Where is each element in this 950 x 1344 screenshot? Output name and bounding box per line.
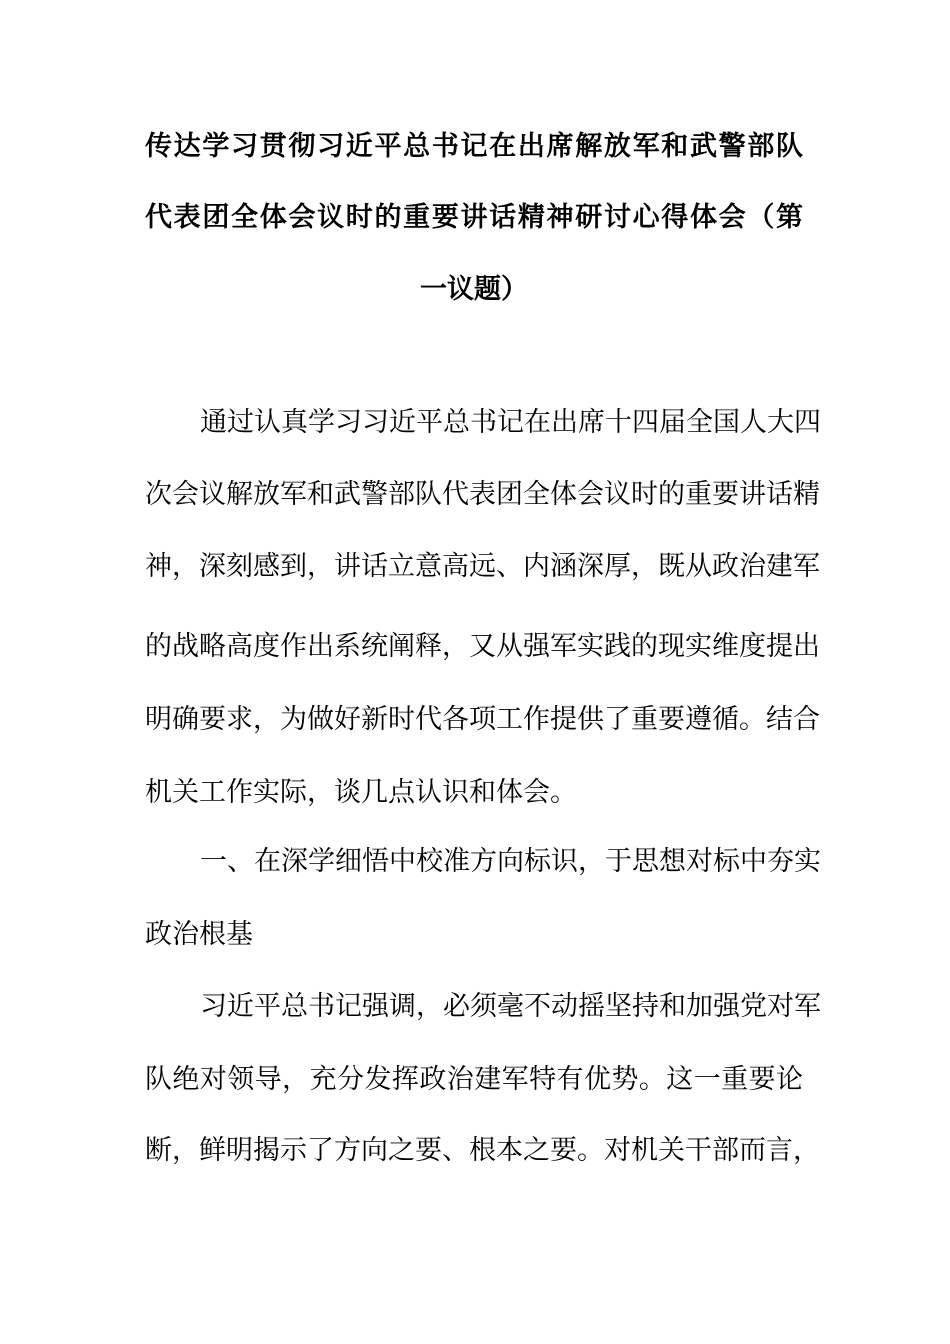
title-line: 代表团全体会议时的重要讲话精神研讨心得体会（第 [145, 202, 803, 233]
text-line: 机关工作实际，谈几点认识和体会。 [145, 777, 577, 808]
text-line: 断，鲜明揭示了方向之要、根本之要。对机关干部而言， [145, 1135, 820, 1166]
text-line: 政治根基 [145, 919, 253, 950]
text-line: 神，深刻感到，讲话立意高远、内涵深厚，既从政治建军 [145, 551, 820, 582]
text-line: 的战略高度作出系统阐释，又从强军实践的现实维度提出 [145, 631, 820, 662]
title-line: 传达学习贯彻习近平总书记在出席解放军和武警部队 [145, 131, 803, 162]
text-line: 一、在深学细悟中校准方向标识，于思想对标中夯实 [200, 846, 821, 877]
text-line: 明确要求，为做好新时代各项工作提供了重要遵循。结合 [145, 704, 820, 735]
title-line: 一议题） [420, 274, 528, 305]
text-line: 通过认真学习习近平总书记在出席十四届全国人大四 [200, 407, 821, 438]
text-line: 习近平总书记强调，必须毫不动摇坚持和加强党对军 [200, 991, 821, 1022]
text-line: 次会议解放军和武警部队代表团全体会议时的重要讲话精 [145, 479, 820, 510]
text-line: 队绝对领导，充分发挥政治建军特有优势。这一重要论 [145, 1064, 803, 1095]
